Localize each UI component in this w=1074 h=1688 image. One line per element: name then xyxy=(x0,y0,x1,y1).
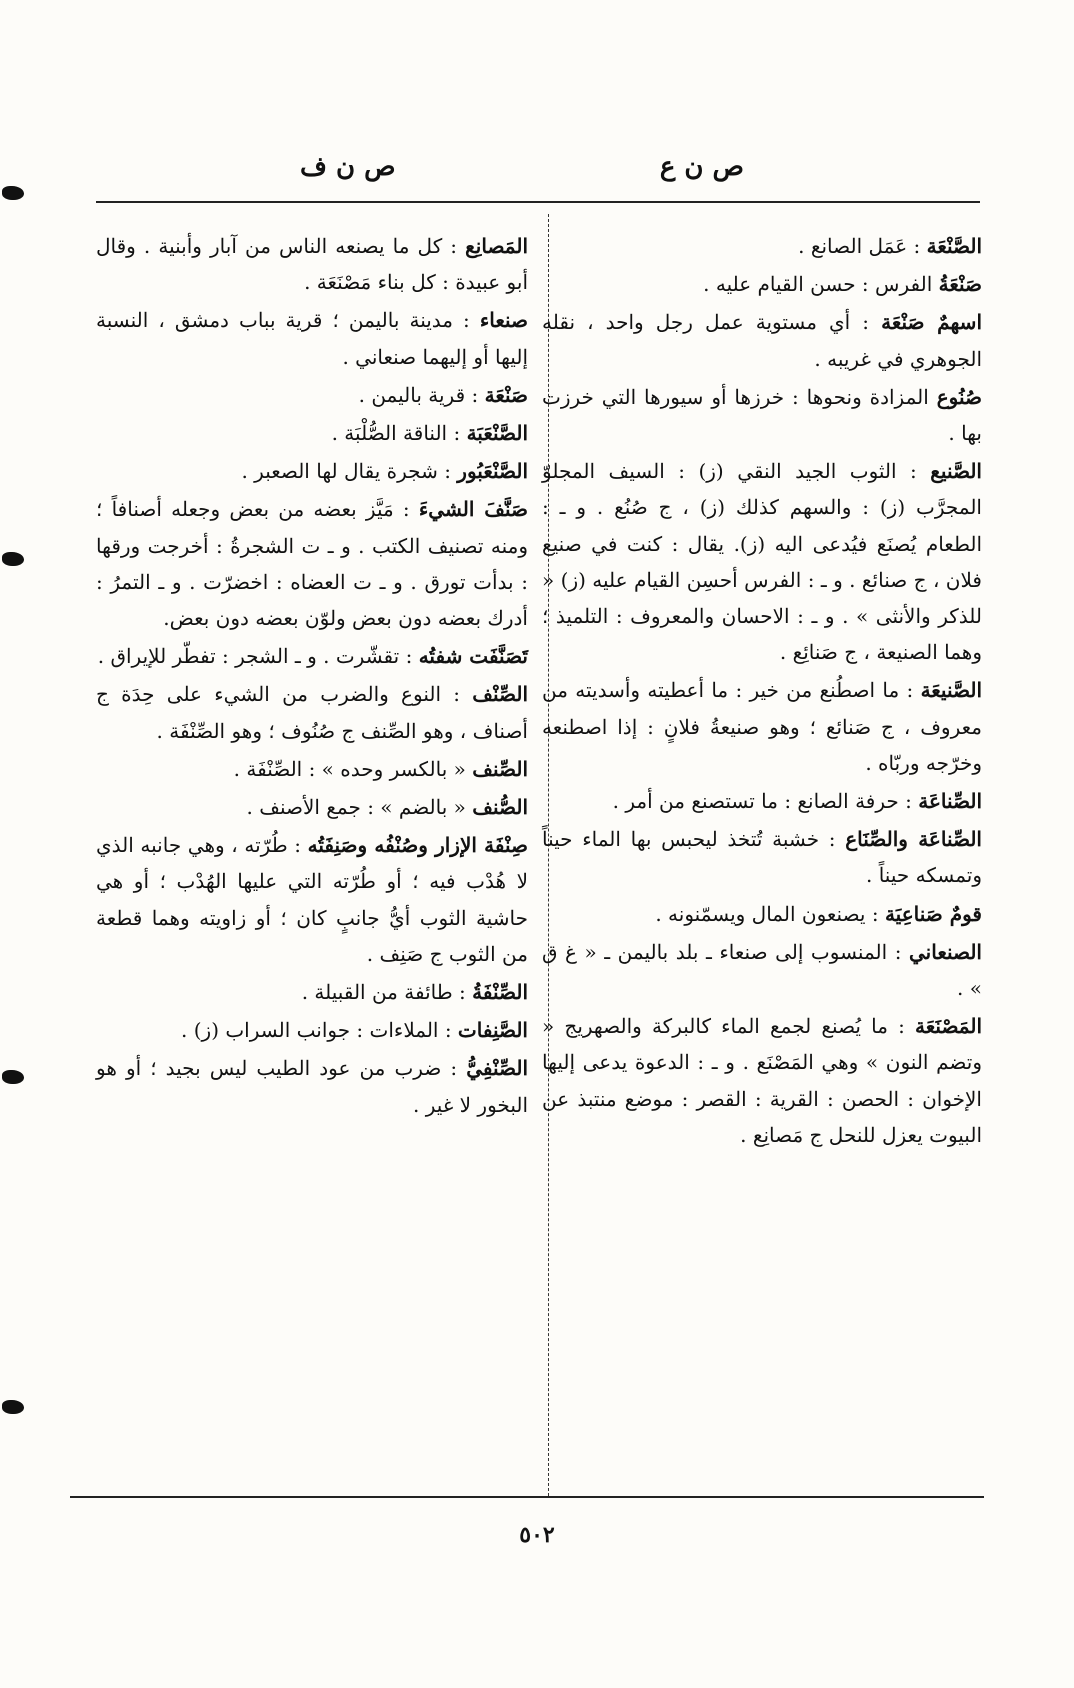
entry xyxy=(96,302,528,374)
page-number: ٥٠٢ xyxy=(519,1522,555,1548)
entry-headword: تَصَنَّفَت شفتُه xyxy=(418,644,528,669)
entry xyxy=(96,228,528,300)
entry-definition: : طائفة من القبيلة . xyxy=(301,980,466,1005)
entry-headword: صنعاء xyxy=(479,308,529,333)
right-column xyxy=(542,228,982,1155)
entry-headword: الصَّنيعَة xyxy=(920,678,982,703)
header-root-left: ص ن ف xyxy=(300,152,396,182)
entry-headword: الصَّنْعَبُور xyxy=(457,459,528,484)
entry-headword: الصَّنِفات xyxy=(457,1018,528,1043)
entry-headword: الصِّناعَة xyxy=(918,789,982,814)
entry-definition: « بالكسر وحده » : الصِّنْفَة . xyxy=(233,756,466,781)
entry-headword: صَنْعَة xyxy=(484,382,528,407)
entry-definition: : النوع والضرب من الشيء على حِدَة ج أصناف ، وهو الصِّنف ج صُنُوف ؛ وهو الصِّنْفَة . xyxy=(96,682,528,743)
entry-definition: : عَمَل الصانع . xyxy=(798,234,921,258)
entry-definition: : مَيَّز بعضه من بعض وجعله أصنافاً ؛ ومنه تصنيف الكتب . و ـ ت الشجرةُ : أخرجت ورقها : بدأت تورق . و ـ ت العضاه : اخضرّت . و ـ التمرُ : أدرك بعضه دون بعض ولوّن بعضه دون بعض. xyxy=(96,497,528,631)
entry-definition: : الملاءات : جوانب السراب (ز) . xyxy=(181,1018,452,1043)
entry-definition: : يصنعون المال ويسمّنونه . xyxy=(655,901,879,926)
entry xyxy=(542,379,982,451)
entry-definition: : الناقة الصُّلْبَة . xyxy=(331,421,461,446)
entry-headword: الصنعاني xyxy=(908,939,982,964)
entry xyxy=(96,827,528,972)
entry xyxy=(542,672,982,781)
entry xyxy=(96,974,528,1010)
margin-ink-mark xyxy=(2,186,24,200)
entry xyxy=(542,304,982,376)
entry-definition: : ضرب من عود الطيب ليس بجيد ؛ أو هو البخور لا غير . xyxy=(96,1056,528,1117)
bottom-rule xyxy=(70,1496,984,1498)
entry xyxy=(542,228,982,264)
entry-definition: : ما اصطُنع من خير : ما أعطيته وأسديته من معروف ، ج صَنائع ؛ وهو صنيعةُ فلانٍ : إذا اصطنعه وخرّجه وربّاه . xyxy=(542,678,982,775)
margin-ink-mark xyxy=(2,1400,24,1414)
entry-headword: صَنْعَةُ xyxy=(938,272,982,297)
entry-definition: المزادة ونحوها : خرزها أو سيورها التي خرزت بها . xyxy=(542,384,982,446)
margin-ink-mark xyxy=(2,1070,24,1084)
entry-headword: الصَّنْعَة xyxy=(926,234,982,258)
entry-headword: صُنُوع xyxy=(936,384,982,409)
entry xyxy=(96,1050,528,1122)
entry xyxy=(96,453,528,489)
entry xyxy=(96,377,528,413)
entry-headword: الصِّنف xyxy=(472,756,528,781)
entry xyxy=(96,751,528,787)
entry-headword: الصِّنْفَةُ xyxy=(472,980,528,1005)
entry xyxy=(542,783,982,819)
entry xyxy=(96,638,528,674)
entry-headword: المَصانِع xyxy=(465,234,529,258)
entry-definition: : ما يُصنع لجمع الماء كالبركة والصهريج « وتضم النون » وهي المَصْنَع . و ـ : الدعوة يدعى إليها الإخوان : الحصن : القرية : القصر : موضع منتبذ عن البيوت يعزل للنحل ج مَصانِع . xyxy=(542,1014,982,1147)
entry-definition: : مدينة باليمن ؛ قرية بباب دمشق ، النسبة إليها أو إليهما صنعاني . xyxy=(96,308,528,369)
entry-definition: : قرية باليمن . xyxy=(358,382,479,407)
entry-definition: الفرس : حسن القيام عليه . xyxy=(703,272,933,297)
margin-ink-mark xyxy=(2,552,24,566)
entry-definition: : حرفة الصانع : ما تستصنع من أمر . xyxy=(612,789,912,814)
entry-headword: قومٌ صَناعِيَة xyxy=(884,901,982,926)
entry xyxy=(96,491,528,636)
top-rule xyxy=(96,201,980,203)
entry-definition: : المنسوب إلى صنعاء ـ بلد باليمن ـ « غ ق » . xyxy=(542,939,982,1001)
entry-definition: : شجرة يقال لها الصعبر . xyxy=(241,459,451,484)
entry-definition: : خشبة تُتخذ ليحبس بها الماء حيناً وتمسكه حيناً . xyxy=(542,827,982,888)
entry xyxy=(542,266,982,302)
entry-headword: الصِّنْفِيُّ xyxy=(466,1056,529,1081)
entry-definition: « بالضم » : جمع الأصنف . xyxy=(246,795,466,820)
entry-headword: الصِّناعَة والصِّنَاع xyxy=(845,827,982,852)
entry xyxy=(96,789,528,825)
entry xyxy=(96,1012,528,1048)
entry-definition: : طُرّته ، وهي جانبه الذي لا هُدْب فيه ؛ أو طُرّته التي عليها الهُدْب ؛ أو هي حاشية الثوب أيُّ جانبٍ كان ؛ أو زاويته وهما قطعة من الثوب ج صَنِف . xyxy=(96,833,528,966)
entry xyxy=(96,676,528,748)
left-column xyxy=(96,228,528,1125)
entry-headword: المَصْنَعَة xyxy=(915,1014,983,1039)
entry-headword: الصَّنْعَبَة xyxy=(466,421,528,446)
entry xyxy=(542,453,982,670)
entry-headword: صِنْفَة الإزار وصُنْفُه وصَنِفَتُه xyxy=(307,833,529,858)
entry xyxy=(542,821,982,893)
entry-definition: : تقشّرت . و ـ الشجر : تفطّر للإيراق . xyxy=(97,644,413,669)
entry xyxy=(542,1008,982,1153)
entry-headword: صَنَّفَ الشيءَ xyxy=(418,497,528,522)
entry-headword: اسهمٌ صَنْعَة xyxy=(881,310,983,335)
entry-definition: : كل ما يصنعه الناس من آبار وأبنية . وقال أبو عبيدة : كل بناء مَصْنَعَة . xyxy=(96,234,528,295)
entry-headword: الصِّنْف xyxy=(472,682,529,707)
entry-headword: الصُّنف xyxy=(472,795,528,820)
entry-definition: : أي مستوية عمل رجل واحد ، نقله الجوهري في غريبه . xyxy=(542,310,982,371)
entry-headword: الصَّنيع xyxy=(930,459,982,484)
header-root-right: ص ن ع xyxy=(659,152,744,182)
entry-definition: : الثوب الجيد النقي (ز) : السيف المجلوّ المجرَّب (ز) : والسهم كذلك (ز) ، ج صُنُع . و ـ : الطعام يُصنَع فيُدعى اليه (ز). يقال : كنت في صنيع فلان ، ج صنائع . و ـ : الفرس أحسِن القيام عليه (ز) « للذكر والأنثى » . و ـ : الاحسان والمعروف : التلميذ ؛ وهما الصنيعة ، ج صَنائِع . xyxy=(542,459,982,665)
entry xyxy=(542,934,982,1006)
entry xyxy=(542,896,982,932)
entry xyxy=(96,415,528,451)
